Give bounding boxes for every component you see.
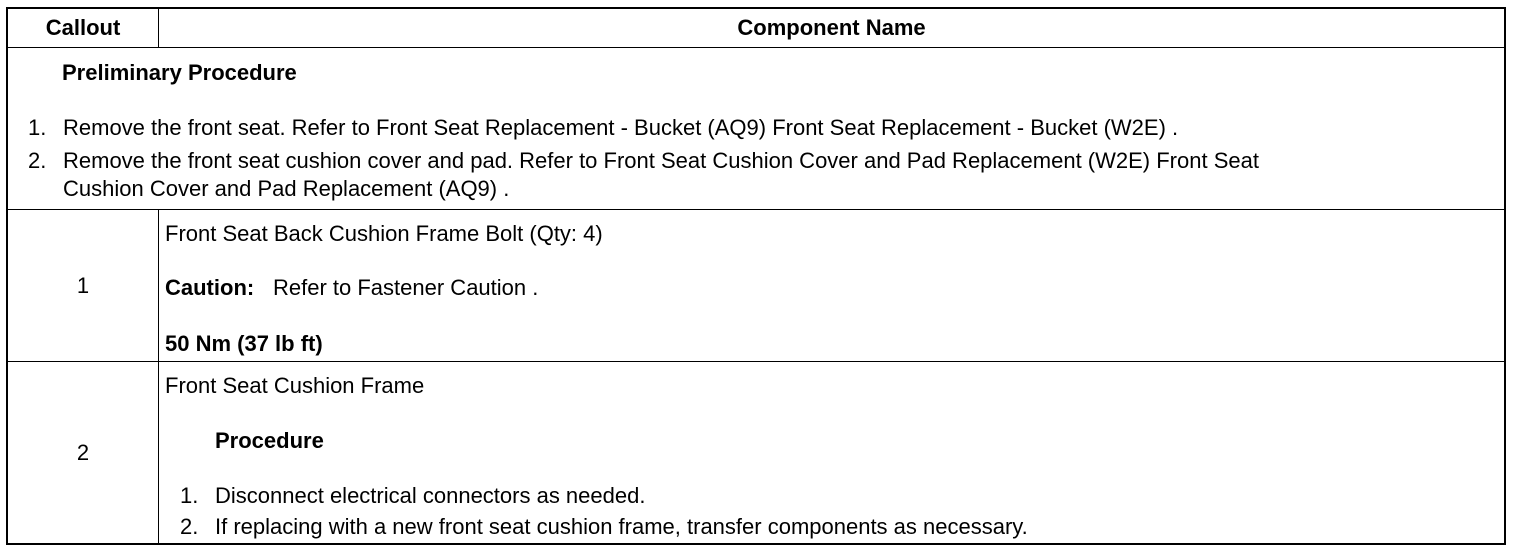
preliminary-step-2-text-line2: Cushion Cover and Pad Replacement (AQ9) . [63,176,510,201]
component-name-cell [159,210,1504,361]
component-table [6,7,1506,545]
caution-text: Refer to Fastener Caution . [273,275,539,300]
component-name: Front Seat Back Cushion Frame Bolt (Qty: 4) [165,221,603,246]
caution-label: Caution: [165,275,255,300]
component-name: Front Seat Cushion Frame [165,373,425,398]
header-component-name: Component Name [737,15,926,40]
header-callout: Callout [45,15,121,40]
table-header-row [8,9,1504,48]
procedure-step-1-number: 1. [180,483,199,508]
table-row [8,362,1504,543]
procedure-title: Procedure [215,428,324,453]
preliminary-step-2-number: 2. [28,148,47,173]
torque-spec: 50 Nm (37 lb ft) [165,331,323,356]
callout-number: 2 [76,439,90,465]
preliminary-step-1-number: 1. [28,115,47,140]
table-row [8,210,1504,362]
preliminary-procedure-title: Preliminary Procedure [62,60,297,85]
procedure-step-1-text: Disconnect electrical connectors as needed. [215,483,646,508]
procedure-step-2-text: If replacing with a new front seat cushion frame, transfer components as necessary. [215,514,1028,539]
callout-number: 1 [76,272,90,298]
preliminary-step-2-text-line1: Remove the front seat cushion cover and pad. Refer to Front Seat Cushion Cover and Pad Replacement (W2E) Front Seat [63,148,1259,173]
preliminary-step-1-text: Remove the front seat. Refer to Front Seat Replacement - Bucket (AQ9) Front Seat Replacement - Bucket (W2E) . [63,115,1179,140]
preliminary-procedure-row [8,48,1504,210]
procedure-step-2-number: 2. [180,514,199,539]
component-name-cell [159,362,1504,543]
